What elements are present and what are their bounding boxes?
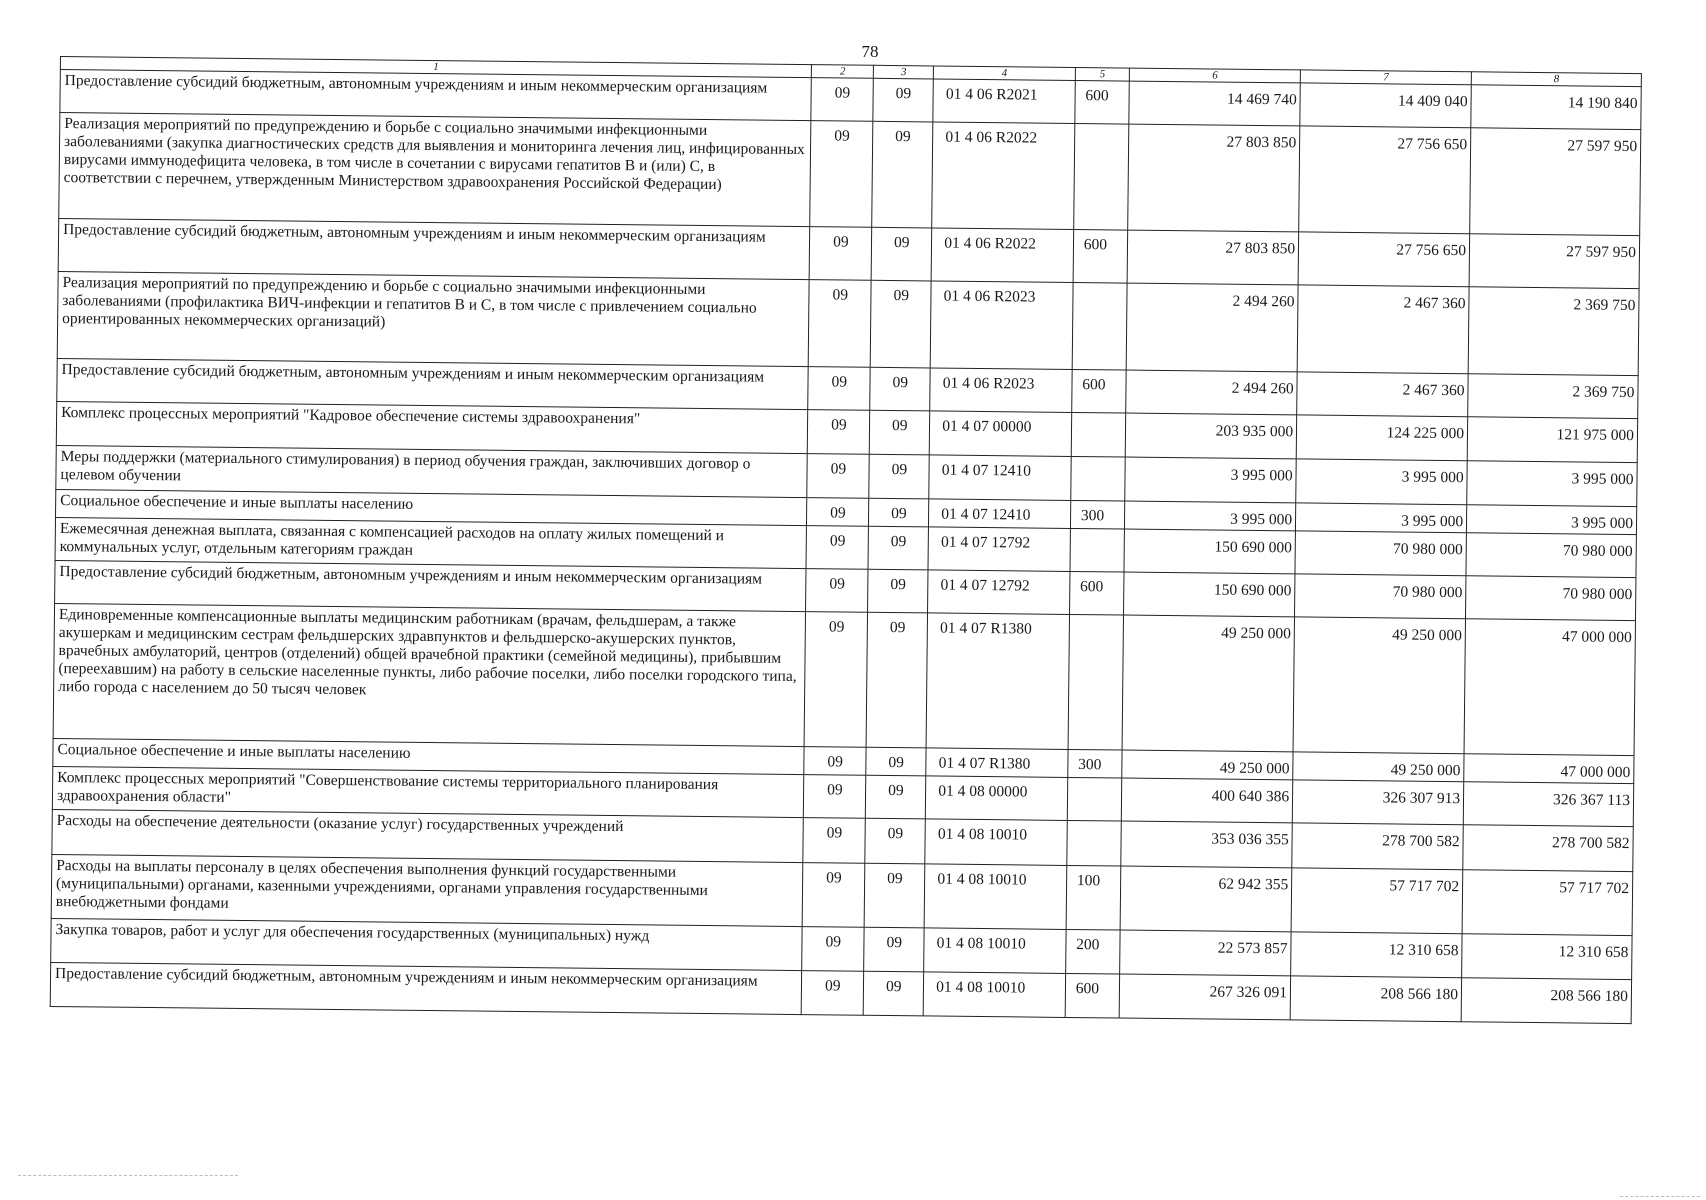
amount-year-3-cell: 326 367 113	[1463, 782, 1633, 827]
expense-type-cell: 600	[1071, 369, 1126, 413]
target-article-cell: 01 4 07 12792	[928, 527, 1070, 572]
amount-year-2-cell: 208 566 180	[1290, 976, 1461, 1022]
section-code-cell: 09	[801, 971, 864, 1016]
section-code-cell: 09	[807, 454, 870, 499]
section-code-cell: 09	[804, 775, 867, 819]
expense-type-cell: 200	[1065, 929, 1120, 974]
target-article-cell: 01 4 07 R1380	[926, 748, 1068, 778]
target-article-cell: 01 4 07 12792	[928, 570, 1070, 615]
target-article-cell: 01 4 08 00000	[926, 776, 1068, 821]
expense-type-cell: 100	[1066, 865, 1121, 930]
target-article-cell: 01 4 06 R2021	[933, 79, 1075, 124]
expense-type-cell	[1073, 123, 1129, 230]
row-name-cell: Социальное обеспечение и иные выплаты населению	[56, 489, 808, 525]
row-name-cell: Расходы на обеспечение деятельности (оказание услуг) государственных учреждений	[52, 809, 804, 862]
expense-type-cell	[1070, 528, 1125, 572]
section-code-cell: 09	[802, 863, 865, 928]
amount-year-2-cell: 14 409 040	[1300, 83, 1471, 128]
row-name-cell: Социальное обеспечение и иные выплаты населению	[53, 738, 805, 774]
subsection-code-cell: 09	[866, 612, 927, 748]
expense-type-cell	[1067, 820, 1122, 866]
amount-year-3-cell: 208 566 180	[1461, 978, 1631, 1024]
page-number: 78	[861, 42, 879, 61]
expense-type-cell	[1068, 614, 1124, 750]
amount-year-1-cell: 400 640 386	[1122, 778, 1293, 823]
target-article-cell: 01 4 06 R2023	[930, 281, 1072, 370]
amount-year-2-cell: 27 756 650	[1298, 232, 1470, 287]
subsection-code-cell: 09	[869, 454, 929, 499]
amount-year-2-cell: 49 250 000	[1293, 752, 1464, 782]
amount-year-2-cell: 2 467 360	[1297, 372, 1468, 417]
subsection-code-cell: 09	[864, 927, 924, 972]
target-article-cell: 01 4 06 R2022	[931, 228, 1073, 283]
target-article-cell: 01 4 07 12410	[929, 499, 1071, 529]
section-code-cell: 09	[811, 78, 874, 122]
table-row	[59, 113, 1641, 236]
amount-year-1-cell: 14 469 740	[1129, 81, 1300, 126]
subsection-code-cell: 09	[866, 775, 926, 819]
target-article-cell: 01 4 08 10010	[924, 864, 1066, 930]
header-cell-8: 8	[1471, 72, 1641, 87]
row-name-cell: Реализация мероприятий по предупреждению и борьбе с социально значимыми инфекционными заболеваниями (профилактика ВИЧ-инфекции и гепатитов B и C, в том числе с привлечением социально ориентированных некоммерческих организаций)	[57, 271, 809, 366]
section-code-cell: 09	[808, 367, 871, 411]
row-name-cell: Меры поддержки (материального стимулирования) в период обучения граждан, заключивших договор о целевом обучении	[56, 445, 808, 497]
subsection-code-cell: 09	[866, 747, 926, 776]
subsection-code-cell: 09	[870, 367, 930, 411]
header-cell-3: 3	[874, 65, 934, 79]
amount-year-3-cell: 70 980 000	[1466, 576, 1636, 621]
expense-type-cell: 300	[1070, 500, 1125, 529]
expense-type-cell	[1067, 777, 1122, 821]
amount-year-1-cell: 49 250 000	[1122, 750, 1293, 780]
target-article-cell: 01 4 07 12410	[929, 455, 1071, 501]
expense-type-cell: 600	[1073, 229, 1128, 283]
row-name-cell: Ежемесячная денежная выплата, связанная с компенсацией расходов на оплату жилых помещений и коммунальных услуг, отдельным категориям граждан	[55, 517, 807, 568]
amount-year-1-cell: 22 573 857	[1120, 930, 1291, 976]
expense-type-cell	[1071, 412, 1126, 457]
subsection-code-cell: 09	[870, 410, 930, 455]
row-name-cell: Реализация мероприятий по предупреждению и борьбе с социально значимыми инфекционными заболеваниями (закупка диагностических средств для выявления и мониторинга лечения лиц, инфицированных вирусами иммунодефицита человека, в том числе в сочетании с вирусами гепатитов B и (или) C, в соответствии с перечнем, утвержденным Министерством здравоохранения Российской Федерации)	[59, 113, 811, 227]
amount-year-3-cell: 70 980 000	[1466, 533, 1636, 578]
header-cell-1: 1	[60, 57, 811, 78]
section-code-cell: 09	[810, 121, 873, 228]
subsection-code-cell: 09	[873, 78, 933, 122]
amount-year-1-cell: 2 494 260	[1126, 283, 1298, 372]
expense-type-cell: 600	[1065, 973, 1120, 1018]
target-article-cell: 01 4 06 R2023	[930, 368, 1072, 413]
amount-year-2-cell: 49 250 000	[1293, 617, 1465, 754]
amount-year-1-cell: 27 803 850	[1128, 124, 1300, 232]
amount-year-1-cell: 150 690 000	[1124, 572, 1295, 617]
amount-year-3-cell: 57 717 702	[1462, 870, 1633, 936]
section-code-cell: 09	[804, 612, 868, 748]
target-article-cell: 01 4 07 00000	[929, 411, 1071, 457]
amount-year-3-cell: 27 597 950	[1470, 128, 1641, 236]
expense-type-cell	[1072, 282, 1127, 370]
row-name-cell: Закупка товаров, работ и услуг для обеспечения государственных (муниципальных) нужд	[51, 918, 803, 970]
subsection-code-cell: 09	[865, 818, 925, 864]
amount-year-2-cell: 278 700 582	[1292, 823, 1463, 870]
subsection-code-cell: 09	[864, 971, 924, 1016]
row-name-cell: Расходы на выплаты персоналу в целях обеспечения выполнения функций государственными (муниципальными) органами, казенными учреждениями, органами управления государственными внебюджетными фондами	[51, 854, 803, 926]
row-name-cell: Предоставление субсидий бюджетным, автономным учреждениям и иным некоммерческим организациям	[55, 560, 807, 611]
section-code-cell: 09	[809, 227, 872, 281]
expense-type-cell: 600	[1075, 80, 1130, 124]
section-code-cell: 09	[807, 498, 869, 527]
row-name-cell: Единовременные компенсационные выплаты медицинским работникам (врачам, фельдшерам, а также акушеркам и медицинским сестрам фельдшерских здравпунктов и фельдшерско-акушерских пунктов, врачебных амбулаторий, центров (отделений) общей врачебной практики (семейной медицины), прибывшим (переехавшим) на работу в сельские населенные пункты, либо рабочие поселки, либо поселки городского типа, либо города с населением до 50 тысяч человек	[53, 603, 806, 746]
expense-type-cell	[1071, 456, 1126, 501]
budget-table	[50, 56, 1642, 1024]
amount-year-2-cell: 27 756 650	[1299, 126, 1471, 234]
amount-year-1-cell: 267 326 091	[1119, 974, 1290, 1020]
amount-year-3-cell: 47 000 000	[1464, 619, 1635, 756]
subsection-code-cell: 09	[871, 227, 931, 281]
scan-artifact	[18, 1175, 238, 1177]
target-article-cell: 01 4 08 10010	[923, 972, 1065, 1018]
section-code-cell: 09	[806, 569, 869, 613]
section-code-cell: 09	[802, 927, 865, 972]
amount-year-3-cell: 2 369 750	[1468, 374, 1638, 419]
amount-year-1-cell: 2 494 260	[1126, 370, 1297, 415]
section-code-cell: 09	[803, 818, 866, 864]
expense-type-cell: 300	[1068, 749, 1123, 778]
header-cell-6: 6	[1130, 68, 1301, 83]
amount-year-3-cell: 12 310 658	[1462, 934, 1632, 980]
amount-year-2-cell: 326 307 913	[1292, 780, 1463, 825]
expense-type-cell: 600	[1069, 571, 1124, 615]
header-cell-7: 7	[1300, 70, 1471, 85]
row-name-cell: Предоставление субсидий бюджетным, автономным учреждениям и иным некоммерческим организациям	[58, 218, 810, 279]
subsection-code-cell: 09	[864, 863, 925, 928]
amount-year-2-cell: 124 225 000	[1296, 415, 1467, 461]
amount-year-2-cell: 12 310 658	[1291, 932, 1462, 978]
amount-year-3-cell: 3 995 000	[1467, 505, 1637, 535]
subsection-code-cell: 09	[871, 280, 932, 368]
amount-year-3-cell: 2 369 750	[1468, 287, 1639, 376]
amount-year-2-cell: 57 717 702	[1291, 868, 1463, 934]
table-row	[53, 603, 1635, 755]
header-cell-2: 2	[812, 65, 874, 79]
target-article-cell: 01 4 07 R1380	[926, 613, 1069, 750]
amount-year-1-cell: 49 250 000	[1122, 615, 1294, 752]
section-code-cell: 09	[804, 747, 866, 776]
amount-year-3-cell: 14 190 840	[1471, 85, 1641, 130]
amount-year-3-cell: 278 700 582	[1463, 825, 1633, 872]
amount-year-1-cell: 353 036 355	[1121, 821, 1292, 868]
subsection-code-cell: 09	[868, 569, 928, 613]
target-article-cell: 01 4 08 10010	[925, 819, 1067, 866]
section-code-cell: 09	[808, 280, 871, 368]
amount-year-2-cell: 3 995 000	[1296, 503, 1467, 533]
amount-year-3-cell: 3 995 000	[1467, 461, 1637, 507]
subsection-code-cell: 09	[869, 498, 929, 527]
amount-year-3-cell: 121 975 000	[1467, 417, 1637, 463]
amount-year-3-cell: 47 000 000	[1464, 754, 1634, 784]
amount-year-2-cell: 70 980 000	[1295, 574, 1466, 619]
amount-year-1-cell: 3 995 000	[1125, 457, 1296, 503]
amount-year-1-cell: 62 942 355	[1120, 866, 1292, 932]
row-name-cell: Комплекс процессных мероприятий "Кадровое обеспечение системы здравоохранения"	[56, 401, 808, 453]
section-code-cell: 09	[808, 410, 871, 455]
header-cell-5: 5	[1075, 67, 1130, 81]
subsection-code-cell: 09	[872, 121, 933, 228]
row-name-cell: Предоставление субсидий бюджетным, автономным учреждениям и иным некоммерческим организациям	[50, 962, 802, 1014]
amount-year-1-cell: 203 935 000	[1125, 413, 1296, 459]
amount-year-1-cell: 3 995 000	[1125, 501, 1296, 531]
amount-year-2-cell: 3 995 000	[1296, 459, 1467, 505]
subsection-code-cell: 09	[868, 526, 928, 570]
row-name-cell: Комплекс процессных мероприятий "Совершенствование системы территориального планирования здравоохранения области"	[52, 766, 804, 817]
scan-artifact	[1620, 1196, 1700, 1198]
row-name-cell: Предоставление субсидий бюджетным, автономным учреждениям и иным некоммерческим организациям	[60, 70, 812, 121]
amount-year-1-cell: 150 690 000	[1124, 529, 1295, 574]
amount-year-3-cell: 27 597 950	[1469, 234, 1639, 289]
amount-year-2-cell: 2 467 360	[1297, 285, 1469, 374]
table-row	[57, 271, 1639, 375]
amount-year-2-cell: 70 980 000	[1295, 531, 1466, 576]
header-cell-4: 4	[934, 66, 1076, 81]
amount-year-1-cell: 27 803 850	[1127, 230, 1299, 285]
target-article-cell: 01 4 08 10010	[924, 928, 1066, 974]
row-name-cell: Предоставление субсидий бюджетным, автономным учреждениям и иным некоммерческим организациям	[57, 358, 809, 409]
target-article-cell: 01 4 06 R2022	[932, 122, 1075, 230]
table-body	[50, 57, 1641, 1024]
section-code-cell: 09	[806, 526, 869, 570]
